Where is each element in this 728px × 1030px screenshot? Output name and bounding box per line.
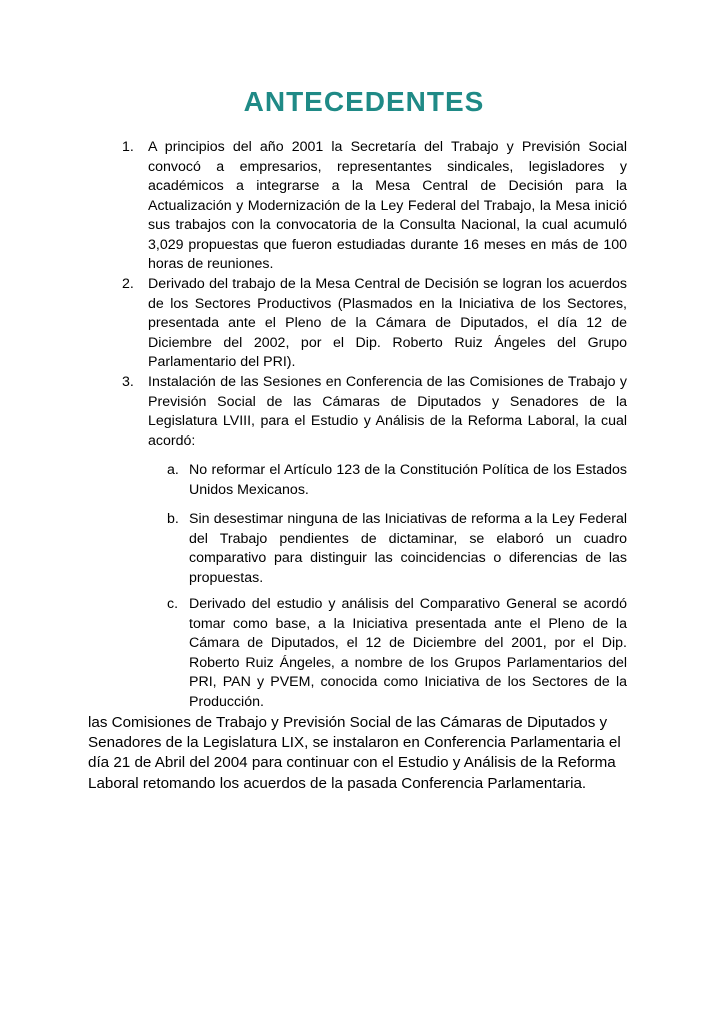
list-item-text: Instalación de las Sesiones en Conferencia de las Comisiones de Trabajo y Previsión Social de las Cámaras de Diputados y Senadores de la Legislatura LVIII, para el Estudio y Análisis de la Reforma Laboral, la cual acordó: — [148, 374, 627, 449]
sub-list-item-b — [167, 510, 627, 588]
sub-list-item-a — [167, 461, 627, 500]
sub-list-item-text: No reformar el Artículo 123 de la Constitución Política de los Estados Unidos Mexicanos. — [189, 462, 627, 498]
sub-list-item-text: Derivado del estudio y análisis del Comparativo General se acordó tomar como base, a la Iniciativa presentada ante el Pleno de la Cámara de Diputados, el 12 de Diciembre del 2001, por el Dip. Roberto Ruiz Ángeles, a nombre de los Grupos Parlamentarios del PRI, PAN y PVEM, conocida como Iniciativa de los Sectores de la Producción. — [189, 596, 627, 710]
list-item-number: 1. — [122, 139, 134, 155]
sub-list-item-c — [167, 595, 627, 712]
list-item-text: Derivado del trabajo de la Mesa Central de Decisión se logran los acuerdos de los Sectores Productivos (Plasmados en la Iniciativa de los Sectores, presentada ante el Pleno de la Cámara de Diputados, el día 12 de Diciembre del 2002, por el Dip. Roberto Ruiz Ángeles del Grupo Parlamentario del PRI). — [148, 276, 627, 370]
list-item-1 — [122, 138, 627, 275]
closing-paragraph: las Comisiones de Trabajo y Previsión Social de las Cámaras de Diputados y Senadores de la Legislatura LIX, se instalaron en Conferencia Parlamentaria el día 21 de Abril del 2004 para continuar con el Estudio y Análisis de la Reforma Laboral retomando los acuerdos de la pasada Conferencia Parlamentaria. — [88, 714, 621, 792]
sub-list-item-text: Sin desestimar ninguna de las Iniciativas de reforma a la Ley Federal del Trabajo pendientes de dictaminar, se elaboró un cuadro comparativo para distinguir las coincidencias o diferencias de las propuestas. — [189, 511, 627, 586]
sub-list-item-letter: b. — [167, 511, 179, 527]
list-item-number: 2. — [122, 276, 134, 292]
list-item-3 — [122, 373, 627, 451]
page-title: ANTECEDENTES — [243, 86, 485, 117]
list-item-number: 3. — [122, 374, 134, 390]
list-item-text: A principios del año 2001 la Secretaría del Trabajo y Previsión Social convocó a empresarios, representantes sindicales, legisladores y académicos a integrarse a la Mesa Central de Decisión para la Actualización y Modernización de la Ley Federal del Trabajo, la Mesa inició sus trabajos con la convocatoria de la Consulta Nacional, la cual acumuló 3,029 propuestas que fueron estudiadas durante 16 meses en más de 100 horas de reuniones. — [148, 139, 627, 272]
sub-list-item-letter: a. — [167, 462, 179, 478]
sub-list-item-letter: c. — [167, 596, 179, 612]
list-item-2 — [122, 275, 627, 373]
